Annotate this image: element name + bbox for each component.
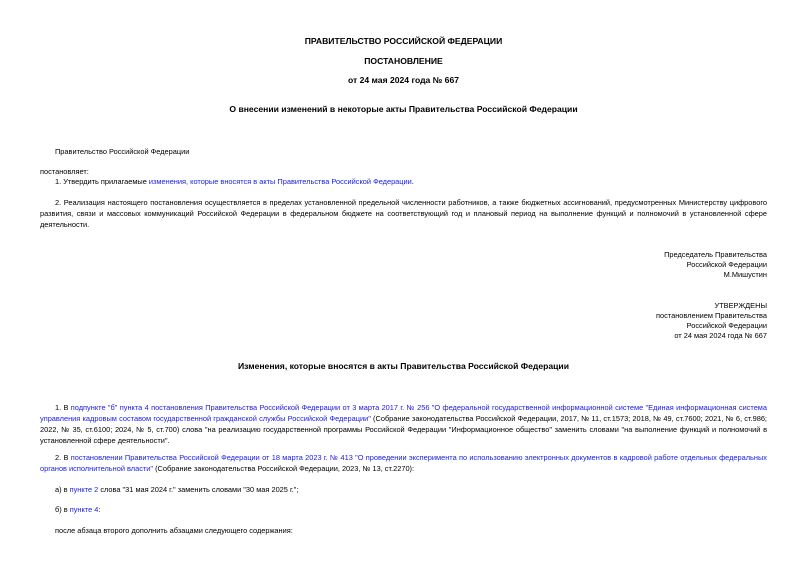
paragraph-1-suffix: . bbox=[411, 177, 414, 186]
paragraph-2: 2. Реализация настоящего постановления осуществляется в пределах установленной предельной численности работников, а также бюджетных ассигнований, предусмотренных Министерству цифрового развития, связи и массовых коммуникаций Российской Федерации в федеральном бюджете на соответствующий год и плановый период на выполнение функций и полномочий в установленной сфере деятельности. bbox=[40, 198, 767, 229]
sub-a-link[interactable]: пункте 2 bbox=[69, 485, 99, 494]
paragraph-1 bbox=[55, 176, 414, 187]
document-date-number: от 24 мая 2024 года № 667 bbox=[347, 75, 460, 85]
change-1-prefix: 1. В bbox=[55, 403, 71, 412]
signature-name: М.Мишустин bbox=[723, 270, 767, 279]
document-type: ПОСТАНОВЛЕНИЕ bbox=[364, 56, 443, 66]
sub-b-prefix: б) в bbox=[55, 505, 70, 514]
change-2-prefix: 2. В bbox=[55, 453, 71, 462]
government-heading: ПРАВИТЕЛЬСТВО РОССИЙСКОЙ ФЕДЕРАЦИИ bbox=[304, 36, 503, 46]
paragraph-1-prefix: 1. Утвердить прилагаемые bbox=[55, 177, 149, 186]
changes-link[interactable]: изменения, которые вносятся в акты Правительства Российской Федерации bbox=[148, 177, 412, 186]
changes-title: Изменения, которые вносятся в акты Правительства Российской Федерации bbox=[237, 361, 569, 371]
sub-b-text: : bbox=[98, 505, 101, 514]
signature-title: Председатель Правительства bbox=[664, 250, 767, 259]
government-name: Правительство Российской Федерации bbox=[55, 147, 190, 156]
sub-b-link[interactable]: пункте 4 bbox=[69, 505, 99, 514]
after-paragraph-text: после абзаца второго дополнить абзацами следующего содержания: bbox=[55, 526, 293, 535]
approved-country: Российской Федерации bbox=[686, 321, 767, 330]
sub-a-prefix: а) в bbox=[55, 485, 70, 494]
signature-country: Российской Федерации bbox=[686, 260, 767, 269]
change-1-link[interactable]: подпункте "б" пункта 4 постановления Правительства Российской Федерации от 3 марта 2017 г. № 256 "О федеральной государственной информационной системе "Единая информационная система управления кадровым составом государственной гражданской службы Российской Федерации" bbox=[40, 403, 767, 423]
approved-label: УТВЕРЖДЕНЫ bbox=[714, 301, 767, 310]
resolves-label: постановляет: bbox=[40, 167, 89, 176]
approved-by: постановлением Правительства bbox=[656, 311, 767, 320]
change-2-text: (Собрание законодательства Российской Федерации, 2023, № 13, ст.2270): bbox=[153, 464, 415, 473]
change-sub-a bbox=[55, 484, 298, 495]
change-2-link[interactable]: постановлении Правительства Российской Федерации от 18 марта 2023 г. № 413 "О проведении эксперимента по использованию электронных документов в кадровой работе отдельных федеральных органов исполнительной власти" bbox=[40, 453, 767, 473]
change-item-1 bbox=[40, 402, 767, 446]
approved-date: от 24 мая 2024 года № 667 bbox=[674, 331, 767, 340]
change-item-2 bbox=[40, 452, 767, 474]
document-title: О внесении изменений в некоторые акты Правительства Российской Федерации bbox=[229, 104, 578, 114]
change-sub-b bbox=[55, 504, 100, 515]
change-1-text: (Собрание законодательства Российской Федерации, 2017, № 11, ст.1573; 2018, № 49, ст.7600; 2021, № 6, ст.986; 2022, № 35, ст.6100; 2024, № 5, ст.700) слова "на реализацию государственной программы Российской Федерации "Информационное общество" заменить словами "на выполнение функций и полномочий в установленной сфере деятельности". bbox=[40, 414, 767, 445]
sub-a-text: слова "31 мая 2024 г." заменить словами "30 мая 2025 г."; bbox=[98, 485, 299, 494]
